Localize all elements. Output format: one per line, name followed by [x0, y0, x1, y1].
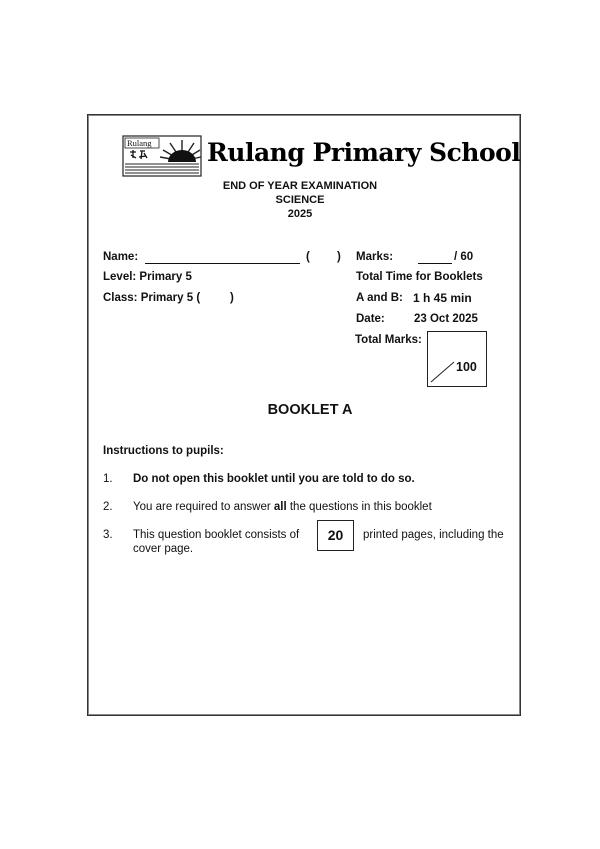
instruction-3-text-before: This question booklet consists of: [133, 529, 300, 541]
booklet-title: BOOKLET A: [267, 402, 353, 418]
index-paren-open: (: [306, 251, 310, 263]
instruction-2-text-before: You are required to answer: [133, 501, 274, 513]
instruction-2-text-bold: all: [273, 501, 287, 513]
instruction-2-number: 2.: [103, 501, 113, 513]
index-paren-close: ): [337, 251, 341, 263]
page-count-box: 20: [317, 520, 354, 551]
instruction-3-text-after: printed pages, including the: [363, 529, 504, 541]
name-label: Name:: [103, 251, 139, 263]
class-paren-close: ): [230, 292, 234, 304]
instruction-2-text: [133, 501, 432, 513]
instruction-1-number: 1.: [103, 473, 113, 485]
total-time-label: Total Time for Booklets: [356, 271, 483, 283]
booklets-label: A and B:: [356, 292, 403, 304]
exam-title: END OF YEAR EXAMINATION: [222, 180, 378, 192]
instructions-heading: Instructions to pupils:: [103, 445, 224, 457]
instruction-2-text-after: the questions in this booklet: [286, 501, 432, 513]
subject-title: SCIENCE: [275, 194, 325, 206]
class-label: Class: Primary 5 (: [103, 292, 201, 304]
instruction-1-text: Do not open this booklet until you are told to do so.: [133, 473, 415, 485]
marks-label: Marks:: [356, 251, 394, 263]
duration-value: 1 h 45 min: [413, 291, 472, 305]
name-field[interactable]: [145, 263, 300, 264]
diagonal-line: [428, 332, 486, 386]
instruction-3-text-line2: cover page.: [133, 543, 194, 555]
total-marks-value: 100: [456, 360, 477, 374]
school-logo: [122, 135, 202, 177]
instruction-3-number: 3.: [103, 529, 113, 541]
logo-text: Rulang: [127, 138, 152, 148]
exam-year: 2025: [287, 208, 313, 220]
total-marks-box: [427, 331, 487, 387]
school-name: Rulang Primary School: [207, 138, 521, 167]
total-marks-label: Total Marks:: [355, 334, 422, 346]
marks-field[interactable]: [418, 263, 452, 264]
date-label: Date:: [356, 313, 385, 325]
marks-total: / 60: [454, 251, 474, 263]
date-value: 23 Oct 2025: [414, 313, 478, 325]
level-label: Level: Primary 5: [103, 271, 192, 283]
